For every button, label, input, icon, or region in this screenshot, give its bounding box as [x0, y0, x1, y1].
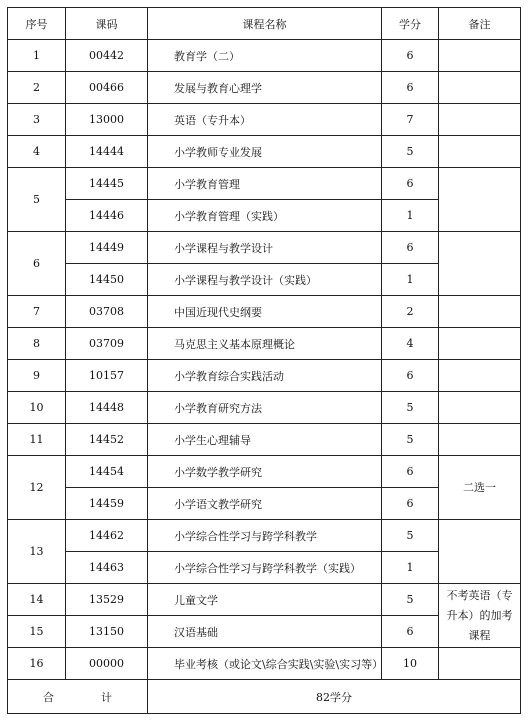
credits-cell: 6 — [382, 488, 439, 520]
code-cell: 13150 — [66, 616, 148, 648]
code-cell: 14454 — [66, 456, 148, 488]
code-cell: 00442 — [66, 40, 148, 72]
seq-cell: 8 — [8, 328, 66, 360]
credits-cell: 5 — [382, 392, 439, 424]
course-name-cell: 小学课程与教学设计（实践） — [148, 264, 382, 296]
course-name-cell: 小学综合性学习与跨学科教学（实践） — [148, 552, 382, 584]
seq-cell: 3 — [8, 104, 66, 136]
course-name-cell: 小学生心理辅导 — [148, 424, 382, 456]
course-name-cell: 马克思主义基本原理概论 — [148, 328, 382, 360]
course-name-cell: 儿童文学 — [148, 584, 382, 616]
credits-cell: 2 — [382, 296, 439, 328]
total-row — [8, 680, 521, 714]
credits-cell: 4 — [382, 328, 439, 360]
table-row — [8, 168, 521, 200]
table-row — [8, 456, 521, 488]
course-name-cell: 小学教师专业发展 — [148, 136, 382, 168]
credits-cell: 7 — [382, 104, 439, 136]
note-cell — [439, 40, 521, 72]
seq-cell: 4 — [8, 136, 66, 168]
seq-cell: 10 — [8, 392, 66, 424]
course-name-cell: 毕业考核（或论文\综合实践\实验\实习等） — [148, 648, 382, 680]
header-seq: 序号 — [8, 8, 66, 40]
code-cell: 14452 — [66, 424, 148, 456]
code-cell: 14448 — [66, 392, 148, 424]
total-label-left: 合 — [43, 690, 54, 704]
code-cell: 14444 — [66, 136, 148, 168]
course-name-cell: 小学教育研究方法 — [148, 392, 382, 424]
credits-cell: 10 — [382, 648, 439, 680]
credits-cell: 5 — [382, 520, 439, 552]
code-cell: 14459 — [66, 488, 148, 520]
course-table — [7, 7, 521, 714]
seq-cell: 11 — [8, 424, 66, 456]
table-header-row — [8, 8, 521, 40]
code-cell: 00000 — [66, 648, 148, 680]
credits-cell: 6 — [382, 232, 439, 264]
total-credits: 82学分 — [148, 680, 521, 714]
note-cell — [439, 392, 521, 424]
code-cell: 13000 — [66, 104, 148, 136]
seq-cell: 5 — [8, 168, 66, 232]
course-name-cell: 中国近现代史纲要 — [148, 296, 382, 328]
header-note: 备注 — [439, 8, 521, 40]
course-name-cell: 教育学（二） — [148, 40, 382, 72]
credits-cell: 6 — [382, 72, 439, 104]
credits-cell: 5 — [382, 136, 439, 168]
course-name-cell: 小学教育管理 — [148, 168, 382, 200]
note-cell — [439, 424, 521, 456]
code-cell: 10157 — [66, 360, 148, 392]
table-row — [8, 520, 521, 552]
table-row — [8, 72, 521, 104]
credits-cell: 1 — [382, 552, 439, 584]
seq-cell: 14 — [8, 584, 66, 616]
credits-cell: 5 — [382, 424, 439, 456]
code-cell: 14463 — [66, 552, 148, 584]
header-code: 课码 — [66, 8, 148, 40]
code-cell: 14446 — [66, 200, 148, 232]
seq-cell: 13 — [8, 520, 66, 584]
note-extra-exam: 不考英语（专升本）的加考课程 — [439, 584, 521, 648]
credits-cell: 6 — [382, 360, 439, 392]
header-name: 课程名称 — [148, 8, 382, 40]
table-row — [8, 136, 521, 168]
seq-cell: 15 — [8, 616, 66, 648]
seq-cell: 7 — [8, 296, 66, 328]
code-cell: 14445 — [66, 168, 148, 200]
course-name-cell: 小学数学教学研究 — [148, 456, 382, 488]
course-name-cell: 小学综合性学习与跨学科教学 — [148, 520, 382, 552]
credits-cell: 6 — [382, 616, 439, 648]
table-row — [8, 40, 521, 72]
seq-cell: 12 — [8, 456, 66, 520]
note-cell — [439, 72, 521, 104]
table-row — [8, 360, 521, 392]
header-credits: 学分 — [382, 8, 439, 40]
code-cell: 03709 — [66, 328, 148, 360]
seq-cell: 16 — [8, 648, 66, 680]
code-cell: 14450 — [66, 264, 148, 296]
course-name-cell: 英语（专升本） — [148, 104, 382, 136]
code-cell: 13529 — [66, 584, 148, 616]
course-name-cell: 小学课程与教学设计 — [148, 232, 382, 264]
note-cell — [439, 520, 521, 584]
note-cell — [439, 168, 521, 232]
seq-cell: 9 — [8, 360, 66, 392]
table-row — [8, 232, 521, 264]
credits-cell: 6 — [382, 40, 439, 72]
seq-cell: 1 — [8, 40, 66, 72]
credits-cell: 6 — [382, 456, 439, 488]
table-row — [8, 424, 521, 456]
code-cell: 14449 — [66, 232, 148, 264]
course-name-cell: 小学教育管理（实践） — [148, 200, 382, 232]
table-row — [8, 392, 521, 424]
credits-cell: 1 — [382, 264, 439, 296]
note-choose-one: 二选一 — [439, 456, 521, 520]
note-cell — [439, 296, 521, 328]
seq-cell: 2 — [8, 72, 66, 104]
code-cell: 14462 — [66, 520, 148, 552]
table-row — [8, 328, 521, 360]
note-cell — [439, 328, 521, 360]
total-label-right: 计 — [101, 690, 112, 704]
table-row — [8, 648, 521, 680]
note-cell — [439, 136, 521, 168]
note-cell — [439, 104, 521, 136]
credits-cell: 6 — [382, 168, 439, 200]
note-cell — [439, 360, 521, 392]
total-label — [8, 680, 148, 714]
course-name-cell: 发展与教育心理学 — [148, 72, 382, 104]
table-row — [8, 296, 521, 328]
table-row — [8, 584, 521, 616]
table-row — [8, 104, 521, 136]
note-cell — [439, 232, 521, 296]
credits-cell: 5 — [382, 584, 439, 616]
note-cell — [439, 648, 521, 680]
course-name-cell: 汉语基础 — [148, 616, 382, 648]
seq-cell: 6 — [8, 232, 66, 296]
course-name-cell: 小学教育综合实践活动 — [148, 360, 382, 392]
credits-cell: 1 — [382, 200, 439, 232]
code-cell: 03708 — [66, 296, 148, 328]
code-cell: 00466 — [66, 72, 148, 104]
course-name-cell: 小学语文教学研究 — [148, 488, 382, 520]
